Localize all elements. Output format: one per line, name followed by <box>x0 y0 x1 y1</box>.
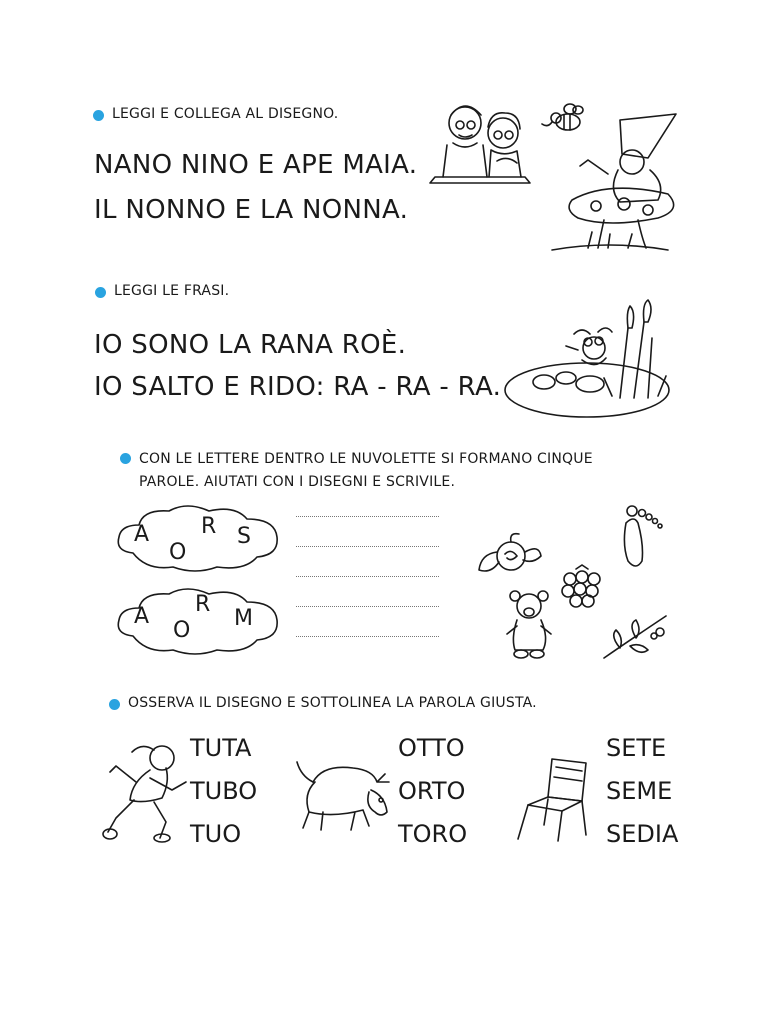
cloud2-letter: O <box>173 618 191 643</box>
word-option[interactable]: OTTO <box>398 734 465 762</box>
write-line[interactable] <box>296 516 439 517</box>
raspberry-drawing <box>556 563 606 611</box>
section2-instruction: LEGGI LE FRASI. <box>114 283 230 299</box>
bullet-icon <box>95 287 106 298</box>
bullet-icon <box>93 110 104 121</box>
chair-drawing <box>514 755 596 843</box>
word-option[interactable]: SEDIA <box>606 820 679 848</box>
write-line[interactable] <box>296 546 439 547</box>
write-line[interactable] <box>296 636 439 637</box>
section2-line-2: IO SALTO E RIDO: RA - RA - RA. <box>94 372 502 402</box>
write-line[interactable] <box>296 606 439 607</box>
berry-branch-drawing <box>600 610 670 662</box>
word-option[interactable]: TUTA <box>190 734 252 762</box>
word-option[interactable]: ORTO <box>398 777 466 805</box>
word-option[interactable]: SEME <box>606 777 673 805</box>
cloud1-letter: R <box>201 514 217 539</box>
section3-instruction-line-2: PAROLE. AIUTATI CON I DISEGNI E SCRIVILE. <box>139 474 456 490</box>
frog-pond-drawing <box>502 298 677 423</box>
word-option[interactable]: TUBO <box>190 777 258 805</box>
section3-instruction-line-1: CON LE LETTERE DENTRO LE NUVOLETTE SI FORMANO CINQUE <box>139 451 593 467</box>
word-option[interactable]: TORO <box>398 820 468 848</box>
bull-drawing <box>293 752 393 834</box>
section2-line-1: IO SONO LA RANA ROÈ. <box>94 330 407 360</box>
word-option[interactable]: TUO <box>190 820 242 848</box>
cloud2-letter: M <box>234 606 253 631</box>
section1-line-2: IL NONNO E LA NONNA. <box>94 195 409 225</box>
cloud1-letter: A <box>134 522 150 547</box>
write-line[interactable] <box>296 576 439 577</box>
rose-drawing <box>475 530 545 582</box>
cloud1-letter: S <box>237 524 251 549</box>
boy-drawing <box>102 742 190 842</box>
cloud2-letter: R <box>195 592 211 617</box>
bullet-icon <box>120 453 131 464</box>
gnome-on-mushroom-drawing <box>548 110 683 255</box>
word-option[interactable]: SETE <box>606 734 667 762</box>
footprint-drawing <box>618 505 666 570</box>
grandparents-drawing <box>425 95 535 187</box>
section4-instruction: OSSERVA IL DISEGNO E SOTTOLINEA LA PAROLA GIUSTA. <box>128 695 537 711</box>
teddy-bear-drawing <box>505 588 555 660</box>
cloud2-letter: A <box>134 604 150 629</box>
bullet-icon <box>109 699 120 710</box>
section1-line-1: NANO NINO E APE MAIA. <box>94 150 418 180</box>
cloud1-letter: O <box>169 540 187 565</box>
section1-instruction: LEGGI E COLLEGA AL DISEGNO. <box>112 106 339 122</box>
